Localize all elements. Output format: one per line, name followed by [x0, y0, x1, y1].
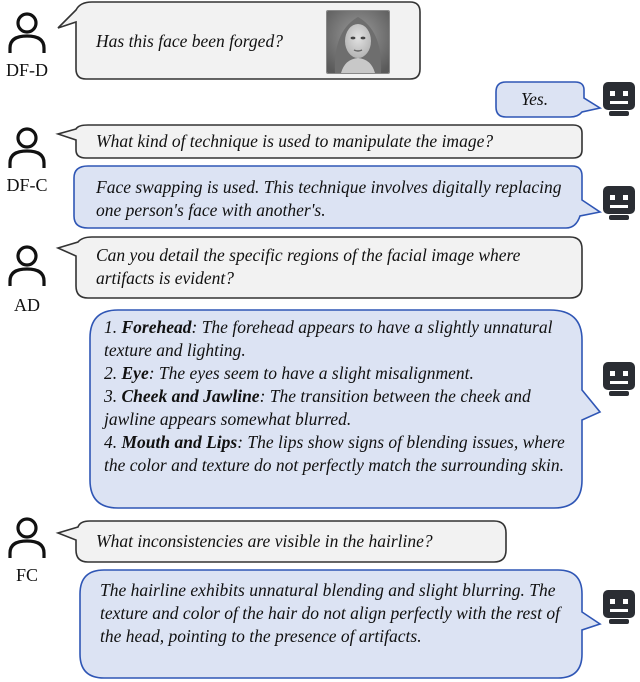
item-number: 1.: [104, 317, 118, 337]
user-label-fc: FC: [15, 565, 39, 585]
answer-3-list: [104, 316, 574, 477]
user-icon-fc: [10, 519, 44, 558]
item-title: Forehead: [121, 317, 192, 337]
user-icon-ad: [10, 247, 44, 286]
item-number: 4.: [104, 432, 118, 452]
bot-icon-4: [603, 590, 635, 624]
question-3-text: Can you detail the specific regions of the facial image where artifacts is evident?: [96, 245, 521, 288]
answer-3-item: [104, 385, 574, 431]
answer-3-item: [104, 431, 574, 477]
item-title: Eye: [121, 363, 149, 383]
user-label-df-c: DF-C: [6, 175, 48, 195]
bot-icon-3: [603, 362, 635, 396]
question-2-text: What kind of technique is used to manipulate the image?: [96, 131, 494, 151]
item-title: Cheek and Jawline: [121, 386, 260, 406]
forged-face-image: [326, 10, 390, 74]
user-icon-df-d: [10, 14, 44, 53]
item-text: : The forehead appears to have a slightly unnatural texture and lighting.: [104, 317, 553, 360]
question-4-text: What inconsistencies are visible in the hairline?: [96, 531, 433, 551]
user-label-df-d: DF-D: [5, 60, 48, 80]
user-label-ad: AD: [14, 295, 40, 315]
answer-1-text: Yes.: [521, 89, 549, 109]
item-number: 3.: [104, 386, 118, 406]
answer-3-item: [104, 316, 574, 362]
item-title: Mouth and Lips: [121, 432, 238, 452]
bot-icon-1: [603, 82, 635, 116]
item-text: : The lips show signs of blending issues, where the color and texture do not perfectly match the surrounding skin.: [104, 432, 565, 475]
question-1-text: Has this face been forged?: [96, 31, 283, 51]
item-number: 2.: [104, 363, 118, 383]
item-text: : The transition between the cheek and jawline appears somewhat blurred.: [104, 386, 531, 429]
bot-icon-2: [603, 186, 635, 220]
answer-4-text: The hairline exhibits unnatural blending and slight blurring. The texture and color of the hair do not align perfectly with the rest of the head, pointing to the presence of artifacts.: [100, 580, 560, 646]
item-text: : The eyes seem to have a slight misalignment.: [148, 363, 474, 383]
answer-2-text: Face swapping is used. This technique involves digitally replacing one person's face with another's.: [96, 177, 562, 220]
user-icon-df-c: [10, 129, 44, 168]
answer-3-item: [104, 362, 574, 385]
